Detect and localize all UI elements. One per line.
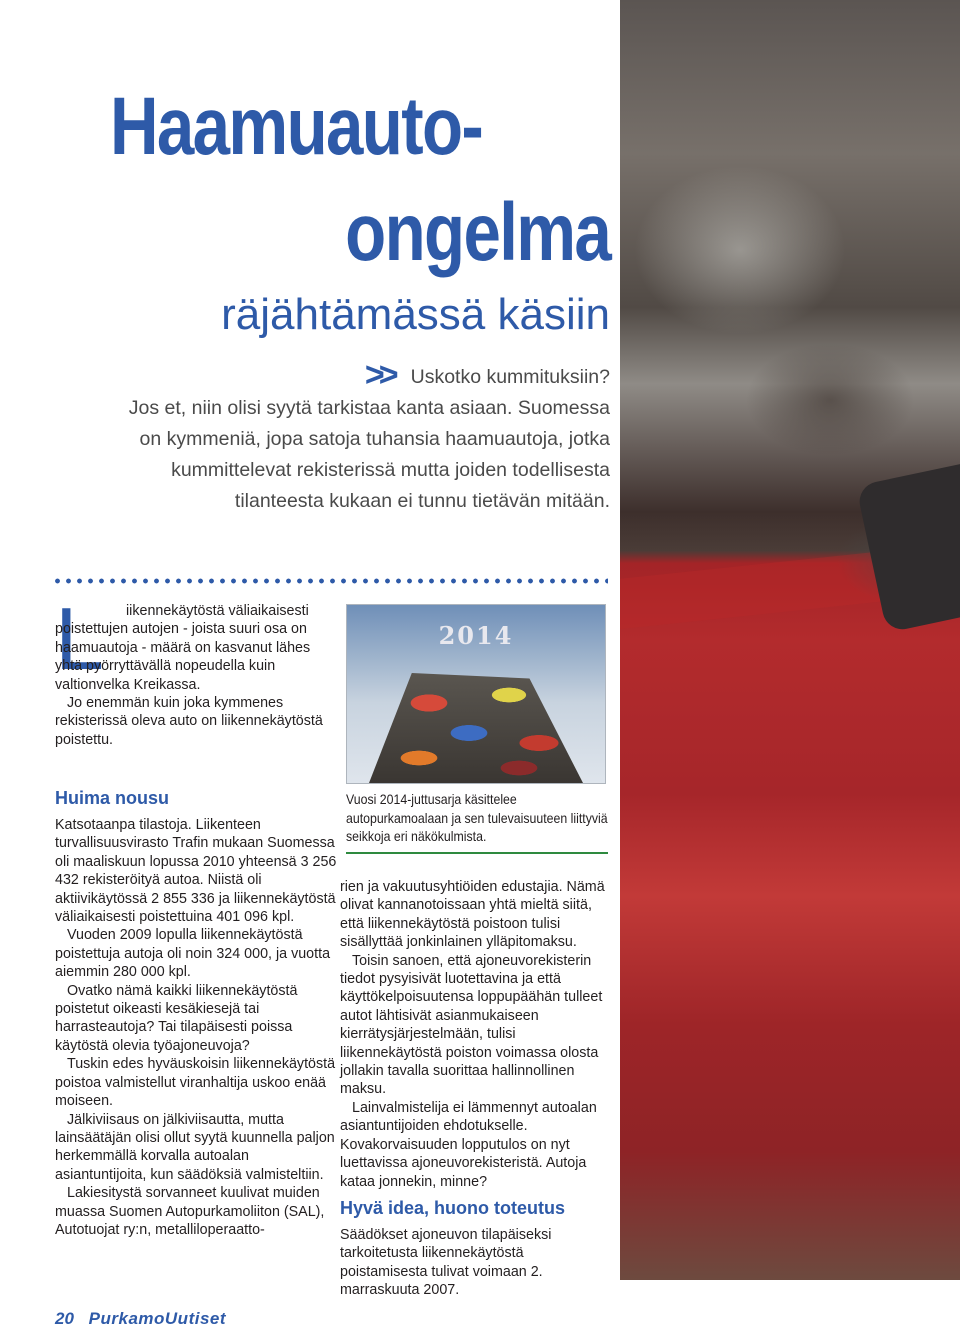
body-paragraph: Vuoden 2009 lopulla liikennekäytöstä poistettuja autoja oli noin 324 000, ja vuotta aiemmin 280 000 kpl. [55, 927, 331, 981]
dotted-divider [52, 576, 608, 586]
car-seat-shape [856, 457, 960, 633]
body-paragraph: Katsotaanpa tilastoja. Liikenteen turvallisuusvirasto Trafin mukaan Suomessa oli maaliskuun lopussa 2010 yhteensä 3 256 432 rekisteröityä autoa. Niistä oli aktiivikäytössä 2 855 336 ja liikennekäytöstä väliaikaisesti poistettuina 401 096 kpl. [55, 817, 337, 926]
section2-body [340, 1226, 608, 1300]
page-footer [55, 1309, 226, 1329]
inset-2014-image [346, 604, 606, 784]
publication-name: PurkamoUutiset [88, 1309, 227, 1328]
body-paragraph: Lainvalmistelija ei lämmennyt autoalan asiantuntijoiden ehdotukselle. Kovakorvaisuuden lopputulos on nyt luettavissa ajoneuvorekisteristä. Autoja kataa jonnekin, minne? [340, 1099, 597, 1190]
lead-line-2: Jos et, niin olisi syytä tarkistaa kanta asiaan. Suomessa [128, 397, 610, 419]
lead-line-5: tilanteesta kukaan ei tunnu tietävän mitään. [234, 490, 610, 512]
body-paragraph: Lakiesitystä sorvanneet kuulivat muiden muassa Suomen Autopurkamoliiton (SAL), Autotuojat ry:n, metalliloperaatto- [55, 1185, 325, 1238]
inset-year: 2014 [438, 621, 514, 650]
car-pile-illustration [369, 673, 583, 783]
body-paragraph: Jälkiviisaus on jälkiviisautta, mutta lainsäätäjän olisi ollut syytä kuunnella paljon herkemmällä korvalla autoalan asiantuntijoita, kun säädöksiä valmisteltiin. [55, 1111, 335, 1183]
lead-line-1: Uskotko kummituksiin? [410, 366, 610, 388]
lead-line-3: on kymmeniä, jopa satoja tuhansia haamuautoja, jotka [139, 428, 610, 450]
headline-subtitle: räjähtämässä käsiin [221, 290, 610, 339]
double-chevron-icon: >> [364, 356, 393, 394]
body-paragraph: rien ja vakuutusyhtiöiden edustajia. Nämä olivat kannanotoissaan yhtä mieltä siitä, että liikennekäytöstä poistoon tulisi sisällyttää jonkinlainen ylläpitomaksu. [340, 879, 605, 951]
body-paragraph: Toisin sanoen, että ajoneuvorekisterin tiedot pysyisivät luotettavina ja että käyttökelpoisuutensa loppupäähän tulleet autot lähtisivät asianmukaiseen kierrätysjärjestelmään, tulisi liikennekäytöstä poiston voimassa olosta jollakin tavalla suorittaa hallinnollinen maksu. [340, 952, 603, 1098]
intro-paragraph-2: Jo enemmän kuin joka kymmenes rekisterissä oleva auto on liikennekäytöstä poistettu. [55, 695, 323, 748]
intro-text [55, 602, 337, 749]
caption-rule [346, 852, 608, 854]
lead-paragraph [90, 356, 610, 517]
body-paragraph: Säädökset ajoneuvon tilapäiseksi tarkoitetusta liikennekäytöstä poistamisesta tulivat voimaan 2. marraskuuta 2007. [340, 1227, 552, 1299]
drop-cap: L [55, 589, 104, 688]
body-paragraph: Ovatko nämä kaikki liikennekäytöstä poistetut oikeasti kesäkiesejä tai harrasteautoja? Tai tilapäisesti poissa käytöstä olevia työajoneuvoja? [55, 982, 298, 1054]
section-heading-hyva-idea: Hyvä idea, huono toteutus [340, 1198, 566, 1218]
intro-paragraph-1: iikennekäytöstä väliaikaisesti poistettujen autojen - joista suuri osa on haamuautoja - määrä on kasvanut lähes yhtä pyörryttävällä nopeudella kuin valtionvelka Kreikassa. [55, 603, 311, 693]
column2-body [340, 878, 608, 1191]
lead-line-4: kummittelevat rekisterissä mutta joiden todellisesta [171, 459, 610, 481]
section-heading-huima-nousu: Huima nousu [55, 788, 170, 808]
inset-caption: Vuosi 2014-juttusarja käsittelee autopurkamoalaan ja sen tulevaisuuteen liittyviä seikkoja eri näkökulmista. [346, 791, 608, 844]
page-number: 20 [55, 1309, 74, 1328]
headline-line-2: ongelma [344, 187, 610, 278]
headline-line-1: Haamuauto- [110, 81, 483, 172]
junkyard-photo [620, 0, 960, 1280]
section1-body [55, 816, 337, 1239]
body-paragraph: Tuskin edes hyväuskoisin liikennekäytöstä poistoa valmistellut viranhaltija uskoo enää moiseen. [55, 1056, 336, 1110]
